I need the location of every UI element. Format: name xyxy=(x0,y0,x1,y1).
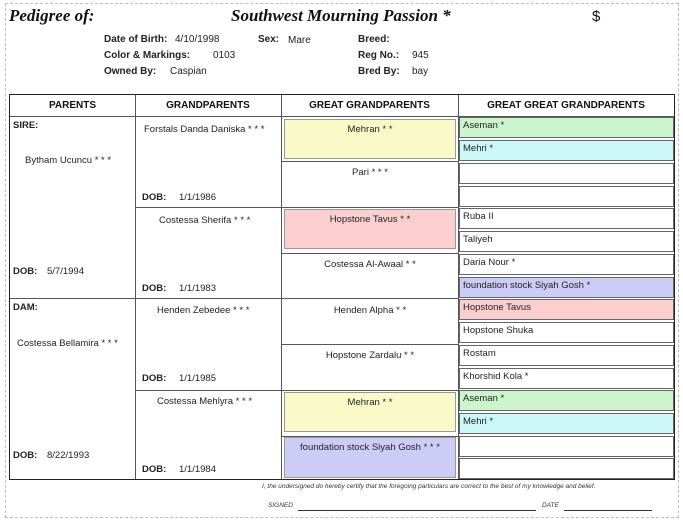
great-grandparent-cell xyxy=(284,301,456,341)
great-great-grandparent-cell xyxy=(459,231,674,252)
signed-label: SIGNED xyxy=(268,502,293,509)
col-divider xyxy=(135,95,136,479)
grandparent-dob-label: DOB: xyxy=(142,373,167,384)
great-grandparent-cell xyxy=(284,119,456,159)
grandparent-dob: 1/1/1984 xyxy=(179,464,216,475)
dob-value: 4/10/1998 xyxy=(175,34,220,45)
sex-value: Mare xyxy=(288,35,311,46)
horse-name: Southwest Mourning Passion * xyxy=(231,6,451,25)
grandparent-dob-label: DOB: xyxy=(142,192,167,203)
great-great-grandparent-name: Aseman * xyxy=(463,120,505,131)
great-grandparent-name: Costessa Al-Awaal * * xyxy=(324,259,416,270)
great-great-grandparent-name: foundation stock Siyah Gosh * xyxy=(463,280,591,291)
great-grandparent-name: Hopstone Zardalu * * xyxy=(325,350,415,361)
great-great-grandparent-name: Hopstone Tavus xyxy=(463,302,531,313)
great-great-grandparent-cell xyxy=(459,186,674,207)
great-grandparent-cell xyxy=(284,255,456,295)
sire-name: Bytham Ucuncu * * * xyxy=(25,155,112,166)
great-great-grandparent-cell xyxy=(459,208,674,229)
great-grandparent-cell xyxy=(284,346,456,386)
great-great-grandparent-cell xyxy=(459,299,674,320)
great-great-grandparent-cell xyxy=(459,436,674,457)
grandparent-name: Costessa Mehlyra * * * xyxy=(157,396,253,407)
great-great-grandparent-cell xyxy=(459,322,674,343)
grandparent-dob-label: DOB: xyxy=(142,283,167,294)
col-great-great-grandparents-header: GREAT GREAT GRANDPARENTS xyxy=(487,100,645,111)
dam-dob-label: DOB: xyxy=(13,450,38,461)
great-grandparent-name: Pari * * * xyxy=(352,167,388,178)
great-grandparent-name: Henden Alpha * * xyxy=(333,305,407,316)
col-grandparents-header: GRANDPARENTS xyxy=(166,100,250,111)
dob-label: Date of Birth: xyxy=(104,34,168,45)
row-divider xyxy=(281,253,458,254)
pedigree-label: Pedigree of: xyxy=(9,6,95,25)
row-divider xyxy=(135,207,458,208)
col-parents-header: PARENTS xyxy=(48,100,97,111)
reg-value: 945 xyxy=(412,50,429,61)
grandparent-dob-label: DOB: xyxy=(142,464,167,475)
great-great-grandparent-cell xyxy=(459,458,674,479)
col-divider xyxy=(281,95,282,479)
row-divider xyxy=(135,390,458,391)
grandparent-dob: 1/1/1986 xyxy=(179,192,216,203)
great-great-grandparent-name: Daria Nour * xyxy=(463,257,516,268)
dam-label: DAM: xyxy=(13,302,38,313)
great-grandparent-name: Mehran * * xyxy=(347,397,393,408)
col-great-grandparents-header: GREAT GRANDPARENTS xyxy=(309,100,430,111)
bred-value: bay xyxy=(412,66,429,77)
sire-label: SIRE: xyxy=(13,120,39,131)
great-great-grandparent-name: Mehri * xyxy=(463,143,494,154)
certification-statement: I, the undersigned do hereby certify that the foregoing particulars are correct to the best of my knowledge and belief. xyxy=(262,483,596,490)
reg-label: Reg No.: xyxy=(358,50,400,61)
great-great-grandparent-name: Hopstone Shuka xyxy=(463,325,534,336)
date-label: DATE xyxy=(542,502,559,509)
bred-label: Bred By: xyxy=(358,66,400,77)
pedigree-grid xyxy=(9,94,675,480)
great-great-grandparent-name: Taliyeh xyxy=(463,234,493,245)
great-great-grandparent-name: Khorshid Kola * xyxy=(463,371,529,382)
great-great-grandparent-cell xyxy=(459,140,674,161)
great-great-grandparent-cell xyxy=(459,163,674,184)
sire-dob-label: DOB: xyxy=(13,266,38,277)
great-grandparent-cell xyxy=(284,209,456,249)
owned-value: Caspian xyxy=(170,66,207,77)
row-divider xyxy=(281,344,458,345)
color-value: 0103 xyxy=(213,50,236,61)
sex-label: Sex: xyxy=(258,34,280,45)
grandparent-name: Henden Zebedee * * * xyxy=(157,305,250,316)
sire-dob: 5/7/1994 xyxy=(47,266,84,277)
great-great-grandparent-cell xyxy=(459,368,674,389)
date-line[interactable] xyxy=(564,510,652,511)
great-grandparent-name: Mehran * * xyxy=(347,124,393,135)
signature-line[interactable] xyxy=(298,510,536,511)
dam-name: Costessa Bellamira * * * xyxy=(17,338,118,349)
great-grandparent-cell xyxy=(284,163,456,203)
great-great-grandparent-cell xyxy=(459,390,674,411)
great-great-grandparent-name: Aseman * xyxy=(463,393,505,404)
dam-dob: 8/22/1993 xyxy=(47,450,90,461)
great-grandparent-cell xyxy=(284,437,456,478)
great-great-grandparent-cell xyxy=(459,413,674,434)
great-great-grandparent-name: Mehri * xyxy=(463,416,494,427)
grandparent-dob: 1/1/1983 xyxy=(179,283,216,294)
grandparent-name: Costessa Sherifa * * * xyxy=(159,215,251,226)
great-grandparent-name: Hopstone Tavus * * xyxy=(329,214,411,225)
row-divider xyxy=(10,298,458,299)
breed-label: Breed: xyxy=(358,34,390,45)
great-great-grandparent-cell xyxy=(459,117,674,138)
grandparent-name: Forstals Danda Daniska * * * xyxy=(144,124,265,135)
great-grandparent-name: foundation stock Siyah Gosh * * * xyxy=(300,442,440,453)
great-great-grandparent-cell xyxy=(459,254,674,275)
great-great-grandparent-name: Ruba II xyxy=(463,211,494,222)
great-grandparent-cell xyxy=(284,392,456,432)
great-great-grandparent-cell xyxy=(459,277,674,298)
color-label: Color & Markings: xyxy=(104,50,191,61)
row-divider xyxy=(281,161,458,162)
grandparent-dob: 1/1/1985 xyxy=(179,373,216,384)
owned-label: Owned By: xyxy=(104,66,157,77)
currency-symbol: $ xyxy=(592,8,601,25)
great-great-grandparent-cell xyxy=(459,345,674,366)
great-great-grandparent-name: Rostam xyxy=(463,348,496,359)
